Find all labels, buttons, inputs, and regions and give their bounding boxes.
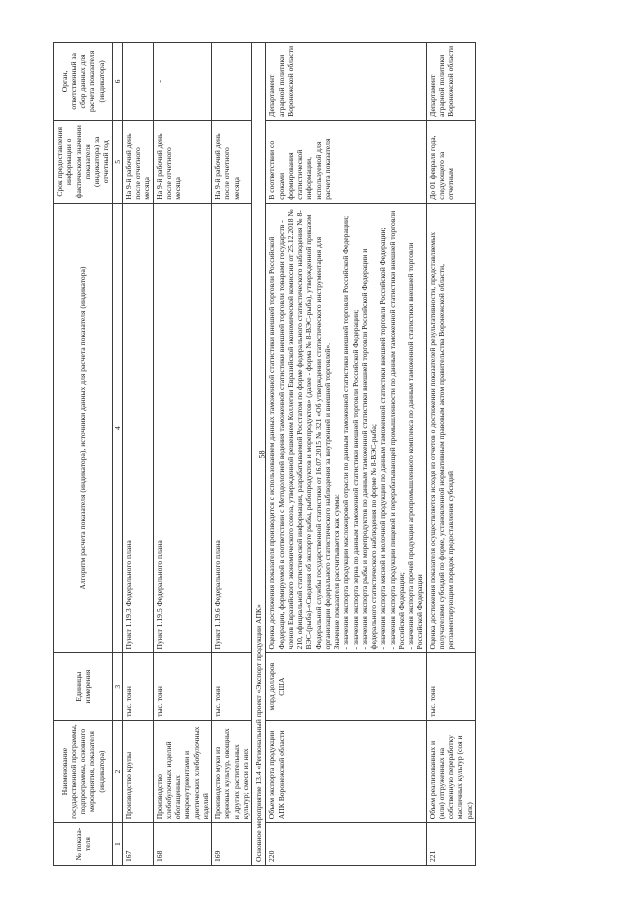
table-row bbox=[212, 43, 252, 866]
indicator-org: - bbox=[153, 43, 212, 121]
row-number: 167 bbox=[122, 823, 153, 866]
header-row bbox=[54, 43, 113, 866]
indicator-org bbox=[212, 43, 252, 121]
row-number: 221 bbox=[426, 823, 475, 866]
indicator-unit: тыс. тонн bbox=[426, 653, 475, 720]
indicator-name: Объем экспорта продукции АПК Воронежской области bbox=[266, 720, 426, 822]
indicator-org bbox=[122, 43, 153, 121]
algorithm-paragraph: - значения экспорта рыбы и морепродуктов по данным таможенной статистики внешней торговли Российской Федерации и федерального статистического наблюдения по форме № 8-ВЭС-рыба; bbox=[359, 248, 378, 650]
indicator-name: Производство хлебобулочных изделий обогащенных микронутриентами и диетических хлебобулочных изделий bbox=[153, 720, 212, 822]
indicator-algorithm: Пункт 1.19.6 Федерального плана bbox=[212, 203, 252, 653]
column-number: 3 bbox=[112, 653, 122, 720]
algorithm-paragraph: Оценка достижения показателя производится с использованием данных таможенной статистики внешней торговли Российской Федерации, формируемой в соответствии с Методологией ведения таможенной статистики внешней торговли товарами государств - членов Евразийского экономического союза, утвержденной решением Коллегии Евразийской экономической комиссии от 25.12.2018 № 210, официальной статистической информации, разрабатываемой Росстатом по форме федерального статистического наблюдения № 8-ВЭС-(рыба)-«Сведения об экспорте рыбы, рыбопродуктов и морепродуктов» (далее - форма № 8-ВЭС-рыба), утвержденной приказом Федеральной службы государственной статистики от 16.07.2015 № 321 «Об утверждении статистического инструментария для организации федерального статистического наблюдения за внутренней и внешней торговлей». bbox=[267, 209, 332, 650]
header-number: № показа-теля bbox=[54, 823, 113, 866]
indicator-name: Объем реализованных и (или) отгруженных на собственную переработку масличных культур (соя и рапс) bbox=[426, 720, 475, 822]
indicators-table bbox=[53, 42, 476, 866]
header-algorithm: Алгоритм расчета показателя (индикатора), источники данных для расчета показателя (индикатора) bbox=[54, 203, 113, 653]
column-number: 6 bbox=[112, 43, 122, 121]
page-number: 58 bbox=[257, 450, 267, 459]
row-number: 168 bbox=[153, 823, 212, 866]
section-title: Основное мероприятие 13.4 «Региональный проект «Экспорт продукции АПК» bbox=[252, 43, 266, 866]
algorithm-paragraph: - значения экспорта прочей продукции агропромышленного комплекса по данным таможенной статистики внешней торговли Российской Федерации bbox=[406, 242, 425, 650]
column-number: 4 bbox=[112, 203, 122, 653]
section-row bbox=[252, 43, 266, 866]
table-row bbox=[122, 43, 153, 866]
indicator-name: Производство крупы bbox=[122, 720, 153, 822]
table-row bbox=[426, 43, 475, 866]
indicator-term: В соответствии со сроками формирования статистической информации, используемой для расчета показателя bbox=[266, 120, 426, 203]
indicator-term: На 9-й рабочий день после отчетного месяца bbox=[122, 120, 153, 203]
indicator-unit: тыс. тонн bbox=[122, 653, 153, 720]
indicator-algorithm bbox=[266, 203, 426, 653]
algorithm-paragraph: - значения экспорта продукции масложировой отрасли по данным таможенной статистики внешней торговли Российской Федерации; bbox=[341, 215, 351, 650]
indicator-algorithm: Пункт 1.19.3 Федерального плана bbox=[122, 203, 153, 653]
algorithm-paragraph: Значение показателя рассчитывается как сумма: bbox=[332, 494, 341, 650]
column-number: 5 bbox=[112, 120, 122, 203]
indicator-name: Производство муки из зерновых культур, овощных и других растительных культур; смеси из них bbox=[212, 720, 252, 822]
indicator-org: Департамент аграрной политики Воронежской области bbox=[266, 43, 426, 121]
indicator-term: На 9-й рабочий день после отчетного месяца bbox=[212, 120, 252, 203]
row-number: 220 bbox=[266, 823, 426, 866]
indicator-unit: тыс. тонн bbox=[153, 653, 212, 720]
header-org: Орган, ответственный за сбор данных для расчета показателя (индикатора) bbox=[54, 43, 113, 121]
indicator-term: До 01 февраля года, следующего за отчетным bbox=[426, 120, 475, 203]
header-unit: Единицы измерения bbox=[54, 653, 113, 720]
header-name: Наименование государственной программы, подпрограммы, основного мероприятия, показателя (индикатора) bbox=[54, 720, 113, 822]
column-number-row bbox=[112, 43, 122, 866]
indicator-unit: млрд долларов США bbox=[266, 653, 426, 720]
table-row bbox=[153, 43, 212, 866]
algorithm-paragraph: - значения экспорта мясной и молочной продукции по данным таможенной статистики внешней торговли Российской Федерации; bbox=[378, 227, 388, 650]
header-term: Срок предоставления информации о фактическом значении показателя (индикатора) за отчетный год bbox=[54, 120, 113, 203]
column-number: 1 bbox=[112, 823, 122, 866]
indicator-term: На 9-й рабочий день после отчетного месяца bbox=[153, 120, 212, 203]
indicator-algorithm: Пункт 1.19.5 Федерального плана bbox=[153, 203, 212, 653]
indicator-org: Департамент аграрной политики Воронежской области bbox=[426, 43, 475, 121]
row-number: 169 bbox=[212, 823, 252, 866]
algorithm-paragraph: - значения экспорта зерна по данным таможенной статистики внешней торговли Российской Федерации; bbox=[350, 309, 360, 650]
indicator-unit: тыс. тонн bbox=[212, 653, 252, 720]
column-number: 2 bbox=[112, 720, 122, 822]
algorithm-paragraph: - значения экспорта продукции пищевой и перерабатывающей промышленности по данным таможенной статистики внешней торговли Российской Федерации; bbox=[387, 210, 406, 650]
indicator-algorithm: Оценка достижения показателя осуществляется исходя из отчетов о достижении показателей результативности, представляемых получателями субсидий по форме, установленной нормативным правовым актом правительства Воронежской области, регламентирующим порядок предоставления субсидий bbox=[426, 203, 475, 653]
rotated-table-page bbox=[53, 42, 580, 866]
table-row bbox=[266, 43, 426, 866]
